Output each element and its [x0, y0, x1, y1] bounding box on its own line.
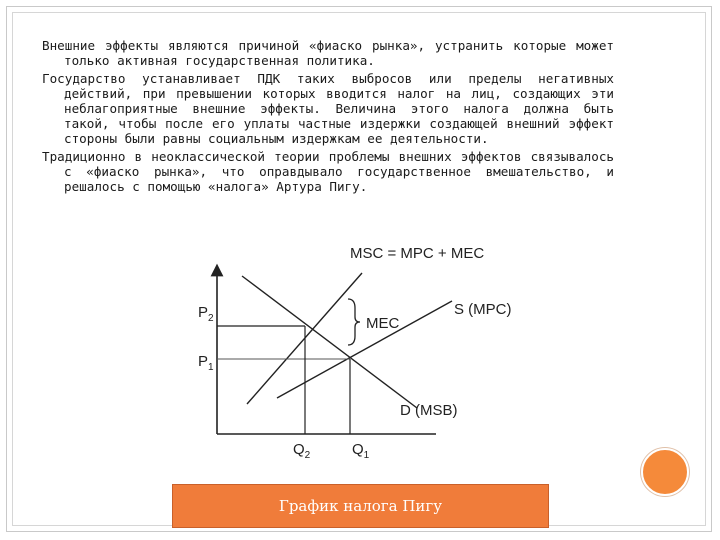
- q1-label: $Q_1$: [352, 441, 370, 461]
- demand-label: D (MSB): [400, 402, 458, 419]
- pigou-tax-graph: [190, 236, 540, 466]
- caption-bar: [172, 484, 549, 528]
- supply-curve: [277, 301, 452, 398]
- graph-svg: [190, 236, 540, 466]
- msc-label: MSC = MPC + MEC: [350, 245, 485, 262]
- q2-label: $Q_2$: [293, 441, 311, 461]
- mec-brace: [348, 299, 360, 345]
- mec-label: MEC: [366, 315, 400, 332]
- caption-text: График налога Пигу: [278, 497, 443, 515]
- supply-label: S (MPC): [454, 301, 512, 318]
- paragraph-2: Государство устанавливает ПДК таких выбросов или пределы негативных действий, при превышении которых вводится налог на лиц, создающих эти неблагоприятные внешние эффекты. Величина этого налога должна быть такой, чтобы после его уплаты частные издержки создающей внешний эффект стороны были равны социальным издержкам ее деятельности.: [42, 71, 614, 146]
- body-text: [42, 38, 614, 197]
- demand-curve: [242, 276, 417, 408]
- p1-label: $P_1$: [198, 353, 214, 373]
- p2-label: $P_2$: [198, 304, 214, 324]
- paragraph-1: Внешние эффекты являются причиной «фиаско рынка», устранить которые может только активная государственная политика.: [42, 38, 614, 68]
- decorative-circle: [641, 448, 689, 496]
- paragraph-3: Традиционно в неоклассической теории проблемы внешних эффектов связывалось с «фиаско рынка», что оправдывало государственное вмешательство, и решалось с помощью «налога» Артура Пигу.: [42, 149, 614, 194]
